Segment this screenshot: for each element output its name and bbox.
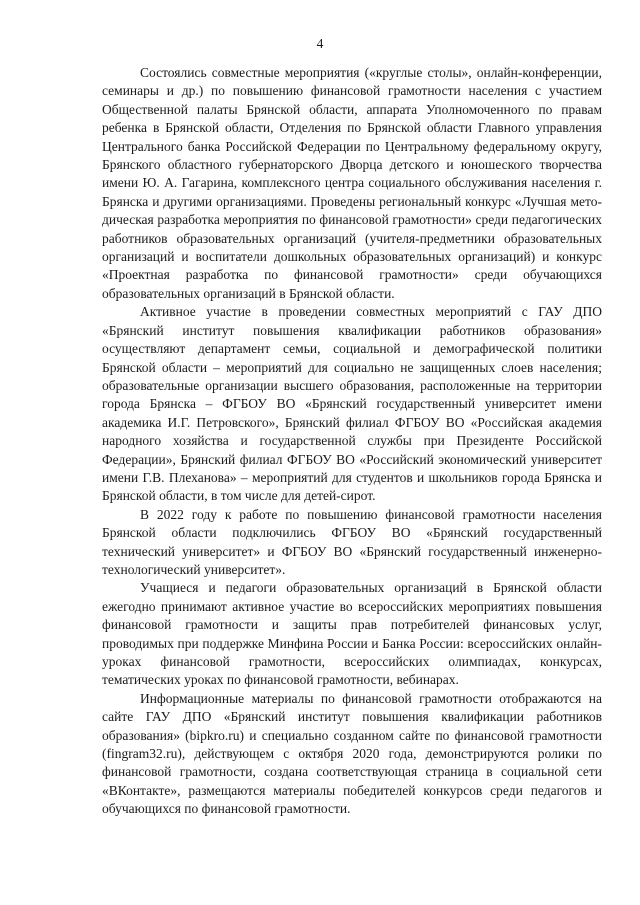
document-body: [102, 64, 602, 819]
paragraph-students-teachers: Учащиеся и педагоги образовательных организаций в Брянской области ежегодно принимают активное участие во всероссийских мероприятиях повышения финансовой грамотности и защиты прав потребителей финансовых услуг, проводимых при поддержке Минфина России и Банка России: всероссийских онлайн-уроках финансовой грамотности, всероссийских олимпиадах, конкурсах, тематических уроках по финансовой грамотности, вебинарах.: [102, 580, 602, 688]
paragraph-information-materials: Информационные материалы по финансовой грамотности отображаются на сайте ГАУ ДПО «Брянский институт повышения квалификации работников образования» (bipkro.ru) и специально созданном сайте по финансовой грамотности (fingram32.ru), действующем с октября 2020 года, демонстрируются ролики по финансовой грамотности, создана соответствующая страница в социальной сети «ВКонтакте», размещаются материалы победителей конкурсов среди педагогов и обучающихся по финансовой грамотности.: [102, 690, 602, 817]
paragraph-2022-universities: В 2022 году к работе по повышению финансовой грамотности населения Брянской области подключились ФГБОУ ВО «Брянский государственный технический университет» и ФГБОУ ВО «Брянский государственный инженерно-технологический университет».: [102, 506, 602, 577]
page-number: 4: [316, 36, 324, 51]
paragraph-joint-events: Состоялись совместные мероприятия («круглые столы», онлайн-конференции, семинары и др.) по повышению финансовой грамотности населения с участием Общественной палаты Брянской области, аппарата Уполномоченного по правам ребенка в Брянской области, Отделения по Брянской области Главного управления Центрального банка Российской Федерации по Центральному федеральному округу, Брянского областного губернаторского Дворца детского и юношеского творчества имени Ю. А. Гагарина, комплексного центра социального обслуживания населения г. Брянска и другими организациями. Проведены региональный конкурс «Лучшая методическая разработка мероприятия по финансовой грамотности» среди педагогических работников образовательных организаций (учителя-предметники образовательных организаций и воспитатели дошкольных образовательных организаций) и конкурс «Проектная разработка по финансовой грамотности» среди обучающихся образовательных организаций в Брянской области.: [102, 65, 602, 301]
paragraph-active-participation: Активное участие в проведении совместных мероприятий с ГАУ ДПО «Брянский институт повышения квалификации работников образования» осуществляют департамент семьи, социальной и демографической политики Брянской области – мероприятий для социально не защищенных слоев населения; образовательные организации высшего образования, расположенные на территории города Брянска – ФГБОУ ВО «Брянский государственный университет имени академика И.Г. Петровского», Брянский филиал ФГБОУ ВО «Российская академия народного хозяйства и государственной службы при Президенте Российской Федерации», Брянский филиал ФГБОУ ВО «Российский экономический университет имени Г.В. Плеханова» – мероприятий для студентов и школьников города Брянска и Брянской области, в том числе для детей-сирот.: [102, 304, 602, 504]
